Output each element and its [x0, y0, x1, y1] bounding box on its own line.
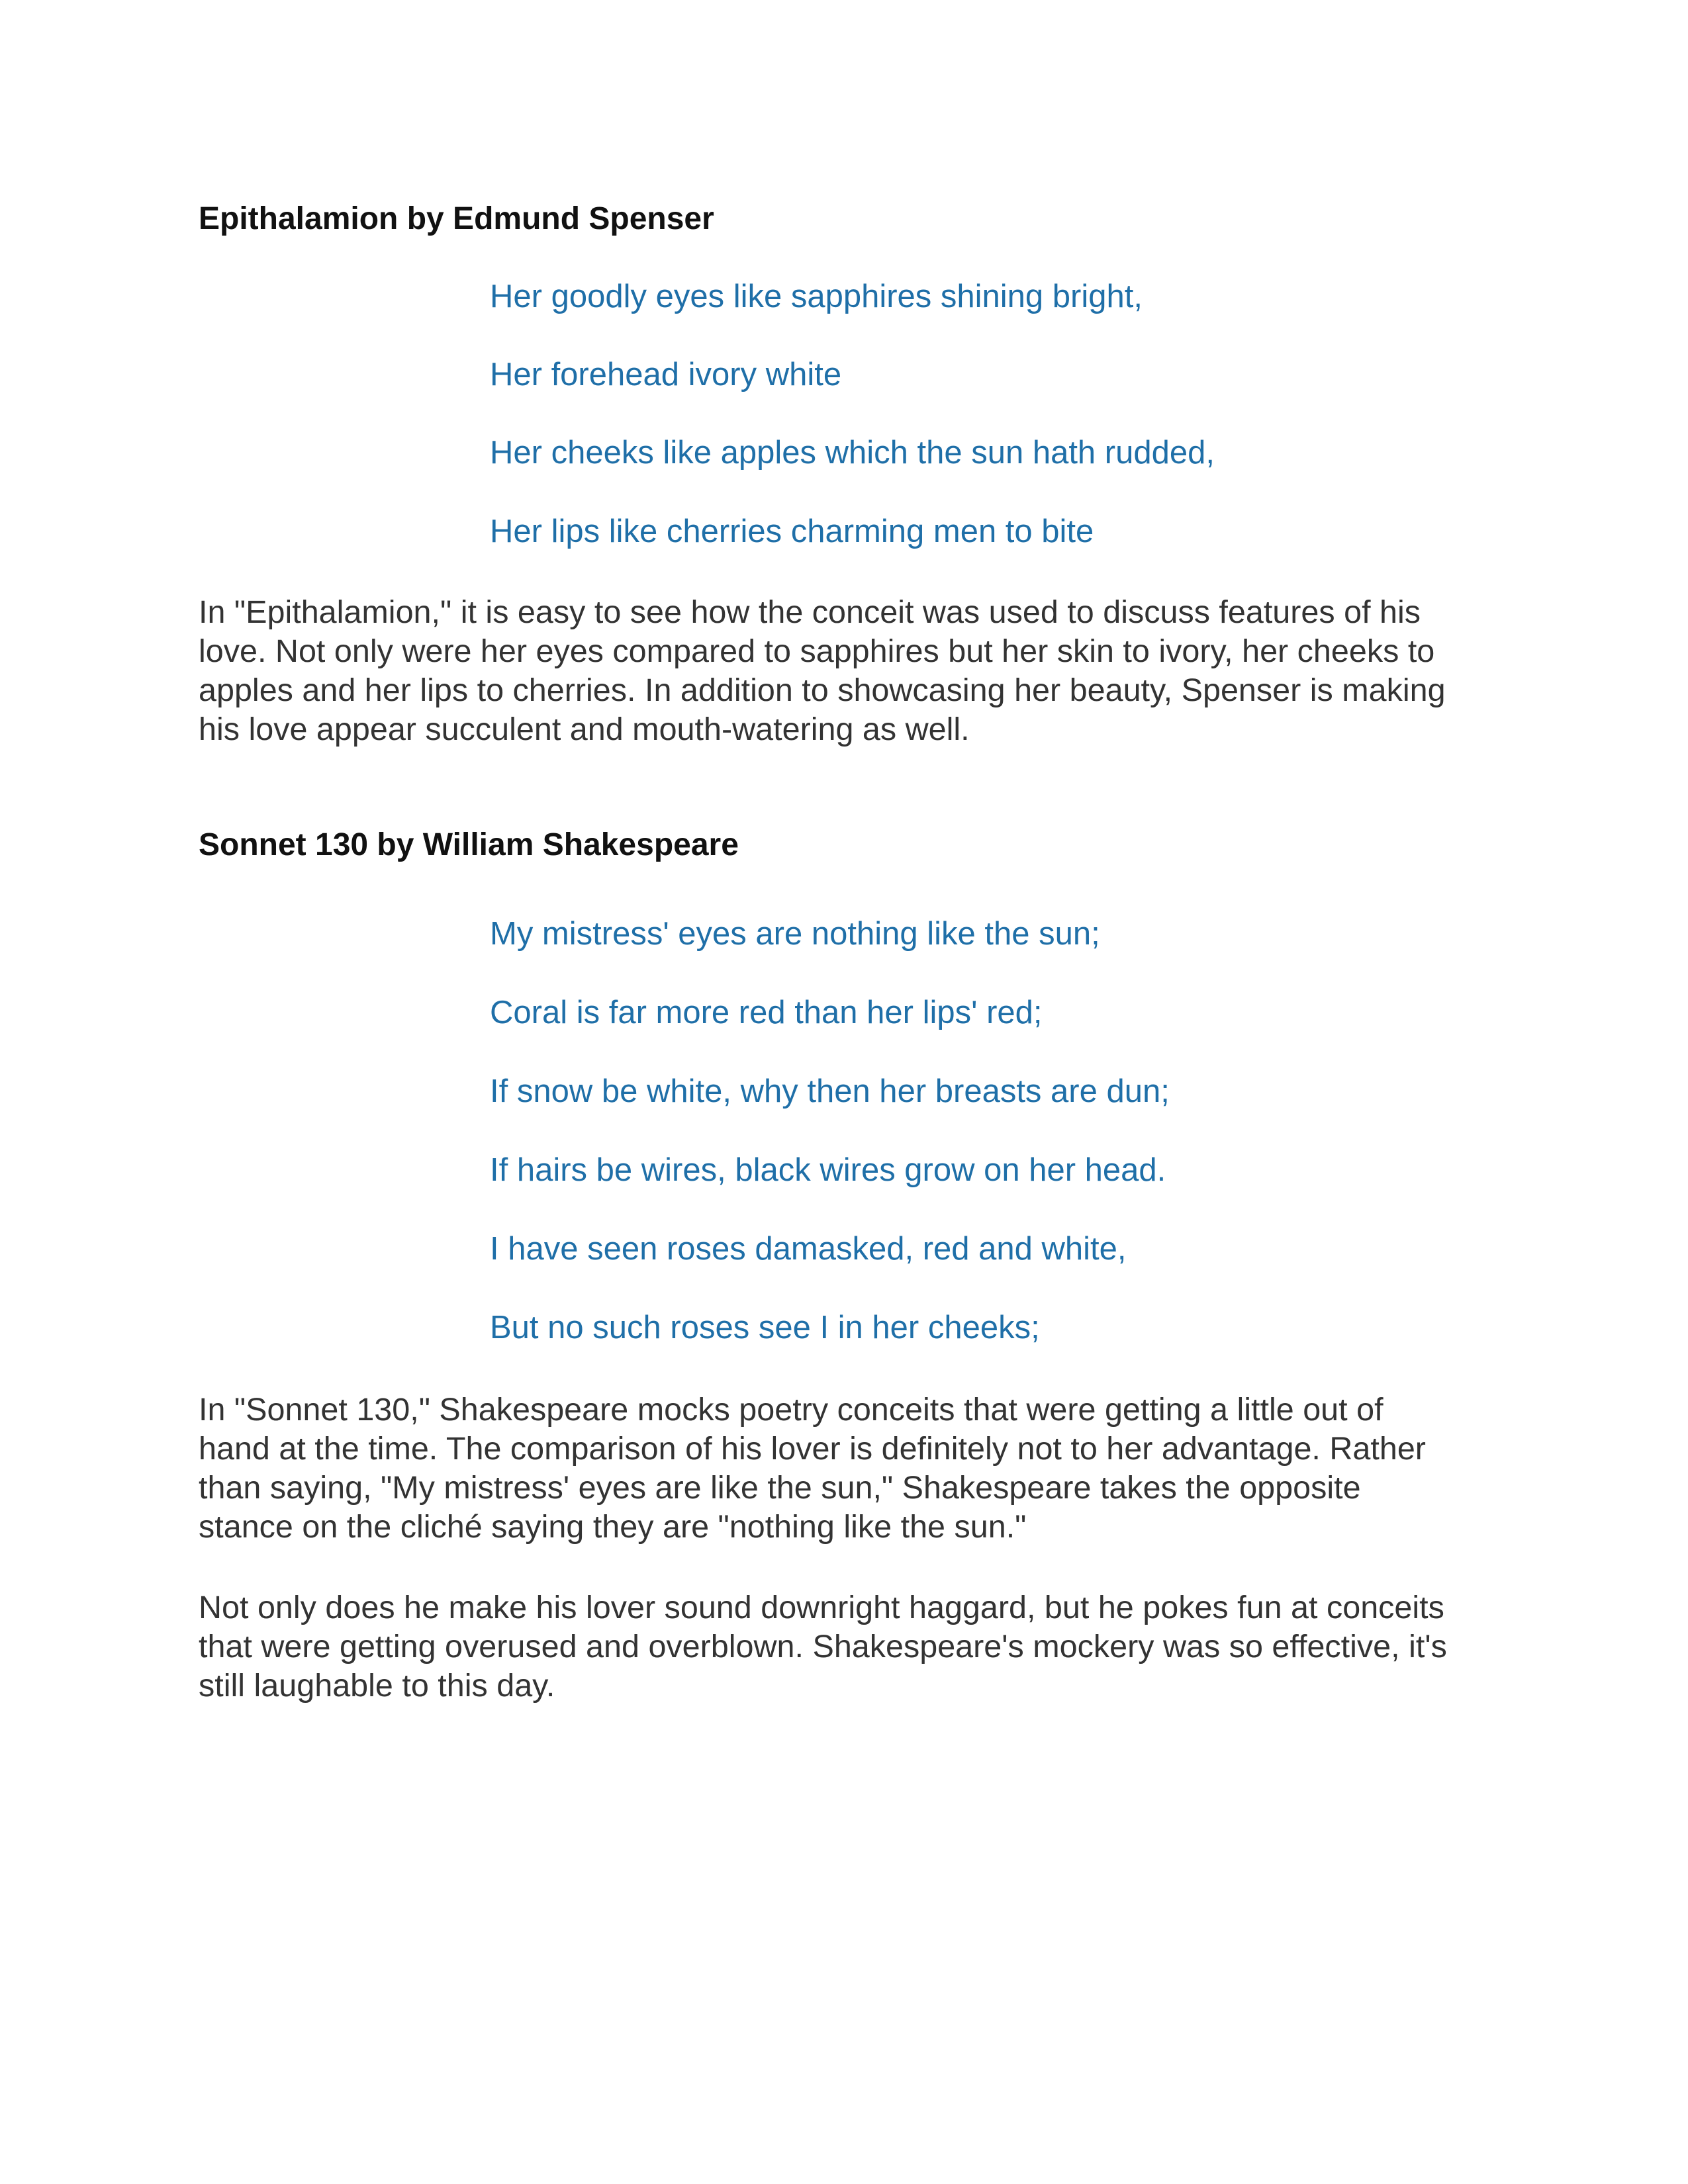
paragraph-line: still laughable to this day.	[199, 1668, 555, 1704]
verse-line: My mistress' eyes are nothing like the sun;	[490, 916, 1100, 952]
section-title-epithalamion: Epithalamion by Edmund Spenser	[199, 201, 714, 236]
paragraph-line: hand at the time. The comparison of his lover is definitely not to her advantage. Rather	[199, 1431, 1426, 1467]
paragraph-line: his love appear succulent and mouth-watering as well.	[199, 711, 970, 747]
paragraph-line: stance on the cliché saying they are "nothing like the sun."	[199, 1509, 1027, 1545]
paragraph-line: than saying, "My mistress' eyes are like the sun," Shakespeare takes the opposite	[199, 1470, 1361, 1506]
verse-line: Her lips like cherries charming men to bite	[490, 514, 1094, 549]
verse-line: Her cheeks like apples which the sun hath rudded,	[490, 435, 1215, 471]
paragraph-line: apples and her lips to cherries. In addition to showcasing her beauty, Spenser is making	[199, 672, 1446, 708]
commentary-paragraph-shakespeare-mockery	[199, 1588, 1516, 1706]
commentary-paragraph-epithalamion	[199, 593, 1516, 749]
verse-line: If hairs be wires, black wires grow on her head.	[490, 1152, 1166, 1188]
commentary-paragraph-sonnet-130	[199, 1390, 1516, 1547]
paragraph-line: that were getting overused and overblown. Shakespeare's mockery was so effective, it's	[199, 1629, 1447, 1664]
section-title-sonnet-130: Sonnet 130 by William Shakespeare	[199, 827, 739, 862]
paragraph-line: Not only does he make his lover sound downright haggard, but he pokes fun at conceits	[199, 1590, 1444, 1625]
paragraph-line: love. Not only were her eyes compared to sapphires but her skin to ivory, her cheeks to	[199, 633, 1435, 669]
verse-line: Her forehead ivory white	[490, 357, 842, 392]
verse-line: But no such roses see I in her cheeks;	[490, 1310, 1040, 1345]
verse-line: Her goodly eyes like sapphires shining bright,	[490, 279, 1143, 314]
verse-line: Coral is far more red than her lips' red;	[490, 995, 1043, 1030]
verse-line: I have seen roses damasked, red and white,	[490, 1231, 1127, 1267]
paragraph-line: In "Sonnet 130," Shakespeare mocks poetry conceits that were getting a little out of	[199, 1392, 1383, 1428]
verse-line: If snow be white, why then her breasts are dun;	[490, 1073, 1170, 1109]
paragraph-line: In "Epithalamion," it is easy to see how the conceit was used to discuss features of his	[199, 594, 1421, 630]
